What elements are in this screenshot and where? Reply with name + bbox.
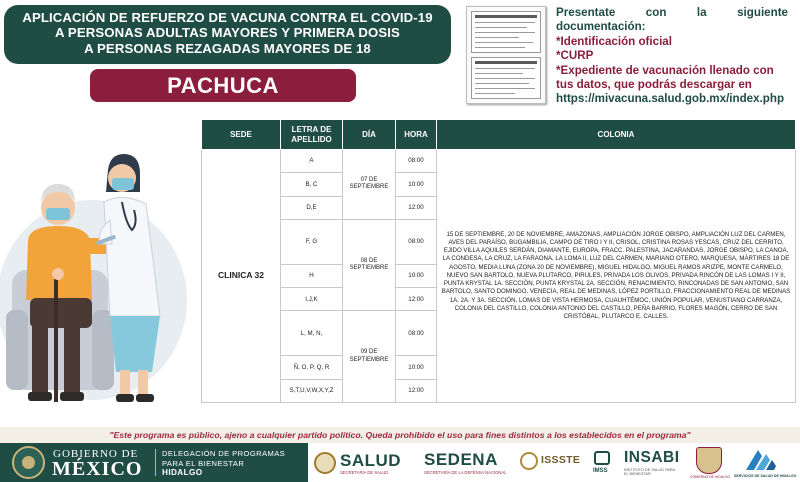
imss-name: IMSS bbox=[593, 468, 608, 474]
issste-logo bbox=[520, 443, 590, 482]
hidalgo-government-logo bbox=[690, 443, 730, 482]
dia-line1: 08 DE bbox=[360, 257, 378, 264]
req-id: *Identificación oficial bbox=[556, 34, 672, 48]
header-letra bbox=[281, 120, 343, 150]
footer-logos bbox=[0, 443, 800, 482]
imss-emblem-icon bbox=[594, 451, 610, 465]
program-disclaimer: "Este programa es público, ajeno a cualquier partido político. Queda prohibido el uso para fines distintos a los establecidos en el programa" bbox=[0, 427, 800, 443]
letra-cell: F, G bbox=[281, 219, 343, 264]
patient-hand bbox=[52, 268, 64, 280]
letra-cell: A bbox=[281, 150, 343, 173]
letra-cell: B, C bbox=[281, 173, 343, 196]
issste-emblem-icon bbox=[520, 452, 538, 470]
schedule-table bbox=[201, 119, 796, 403]
vaccination-illustration bbox=[0, 140, 200, 415]
patient-lap bbox=[30, 298, 92, 328]
requirements-heading: Presentate con la siguiente documentación: bbox=[556, 6, 788, 34]
letra-cell: Ñ, O, P, Q, R bbox=[281, 356, 343, 379]
header-colonia: COLONIA bbox=[437, 120, 796, 150]
hora-cell: 10:00 bbox=[396, 264, 437, 287]
patient-shoe-right bbox=[60, 392, 84, 401]
title-line-1: APLICACIÓN DE REFUERZO DE VACUNA CONTRA EL COVID-19 bbox=[22, 10, 433, 25]
req-expediente: *Expediente de vacunación llenado con tus datos, que podrás descargar en bbox=[556, 63, 774, 92]
hora-cell: 12:00 bbox=[396, 379, 437, 402]
header-sede: SEDE bbox=[202, 120, 281, 150]
dep-line3: HIDALGO bbox=[162, 468, 203, 477]
salud-logo bbox=[314, 443, 414, 482]
ssh-emblem-icon bbox=[744, 446, 778, 473]
header-letra-line2: APELLIDO bbox=[291, 134, 332, 144]
letra-cell: I,J,K bbox=[281, 288, 343, 311]
letra-cell: S,T,U,V,W,X,Y,Z bbox=[281, 379, 343, 402]
imss-logo bbox=[592, 443, 616, 482]
national-seal-icon bbox=[12, 446, 45, 479]
salud-emblem-icon bbox=[314, 452, 336, 474]
salud-name: SALUD bbox=[340, 451, 402, 470]
sedena-logo bbox=[420, 443, 512, 482]
header-dia: DÍA bbox=[343, 120, 396, 150]
sedena-subtitle: SECRETARÍA DE LA DEFENSA NACIONAL bbox=[424, 470, 507, 475]
dia-cell bbox=[343, 150, 396, 220]
insabi-name: INSABI bbox=[624, 449, 680, 466]
gob-main-text: MÉXICO bbox=[52, 458, 143, 480]
salud-subtitle: SECRETARÍA DE SALUD bbox=[340, 470, 389, 475]
gob-divider bbox=[155, 449, 156, 476]
nurse-leg-right bbox=[138, 370, 148, 396]
sede-cell: CLINICA 32 bbox=[202, 150, 281, 403]
insabi-sub-line2: EL BIENESTAR bbox=[624, 472, 651, 477]
title-line-3: A PERSONAS REZAGADAS MAYORES DE 18 bbox=[84, 40, 371, 56]
header-hora: HORA bbox=[396, 120, 437, 150]
hora-cell: 12:00 bbox=[396, 288, 437, 311]
hidalgo-shield-icon bbox=[696, 447, 722, 474]
hora-cell: 08:00 bbox=[396, 150, 437, 173]
requirements bbox=[556, 6, 788, 107]
nurse-mask bbox=[112, 178, 134, 190]
nurse-coat bbox=[104, 197, 160, 316]
patient-leg-left bbox=[32, 326, 48, 394]
gobierno-mexico-logo bbox=[0, 443, 308, 482]
title-line-2: A PERSONAS ADULTAS MAYORES Y PRIMERA DOSIS bbox=[55, 25, 400, 41]
nurse-leg-left bbox=[120, 370, 130, 396]
req-curp: *CURP bbox=[556, 49, 594, 63]
patient-leg-right bbox=[64, 326, 80, 394]
nurse-shoe-right bbox=[136, 394, 154, 402]
insabi-sub-line1: INSTITUTO DE SALUD PARA bbox=[624, 468, 676, 472]
letra-cell: D,E bbox=[281, 196, 343, 219]
dia-line2: SEPTIEMBRE bbox=[349, 265, 389, 272]
table-header-row bbox=[202, 120, 796, 150]
gob-top-text: GOBIERNO DE bbox=[53, 448, 139, 460]
hora-cell: 08:00 bbox=[396, 219, 437, 264]
form-sheet-top bbox=[471, 11, 541, 53]
dia-line2: SEPTIEMBRE bbox=[349, 184, 389, 191]
nurse-skirt bbox=[110, 316, 160, 372]
insabi-subtitle bbox=[624, 468, 675, 476]
armchair-arm-left bbox=[6, 310, 28, 390]
hora-cell: 12:00 bbox=[396, 196, 437, 219]
dia-line1: 07 DE bbox=[360, 177, 378, 184]
issste-name: ISSSTE bbox=[541, 454, 581, 466]
letra-cell: H bbox=[281, 264, 343, 287]
letra-cell: L, M, N, bbox=[281, 311, 343, 356]
colonia-cell: 15 DE SEPTIEMBRE, 20 DE NOVIEMBRE, AMAZONAS, AMPLIACIÓN JORGE OBISPO, AMPLIACIÓN LUZ DEL CARMEN, AVES DEL PARAÍSO, BUGAMBILIA, CAMPO DE TIRO I Y II, CRISOL, CRISTINA ROSAS YESCAS, CRUZ DEL CERRITO, EJIDO VILLA AQUILES SERDÁN, DIAMANTE, EUROPA, FRACC. PALESTINA, JACARANDAS, JORGE OBISPO, LA CANOA, LA CONDESA, LA CRUZ, LA FARAONA, LA LOMA II, LUZ DEL CARMEN, MARIANO OTERO, MARQUESA, MÁRTIRES 18 DE AGOSTO, MEDIA LUNA (ZONA 20 DE NOVIEMBRE), MIGUEL HIDALGO, MIGUEL RAMOS ARIZPE, MONTE CARMELO, NUEVO SAN BARTOLO, NUEVA PLUTARCO, PIRULES, PRIVADA LOS OLIVOS, PRIVADA RINCÓN DE LAS LOMAS I Y II, PUNTA KRYSTAL 1A. SECCIÓN, PUNTA KRYSTAL 2A. SECCIÓN, RENACIMIENTO, RINCONADAS DE SAN ANTONIO, SAN BARTOLO, SANTO DOMINGO, VENECIA, REAL DE MEDINAS, LÓPEZ PORTILLO, FRACCIONAMIENTO REAL DE MEDINAS 1A. 2A. Y 3A. SECCIÓN, LOMAS DE VISTA HERMOSA, CUAUHTÉMOC, UNIÓN POPULAR, VENUSTIANO CARRANZA, COLONIA DEL CASTILLO, COLONIA ANTONIO DEL CASTILLO, PEÑA BARRIO, FLORES MAGÓN, CERRO DE SAN CRISTÓBAL, PLUTARCO E. CALLES. bbox=[437, 150, 796, 403]
table-row bbox=[202, 150, 796, 173]
insabi-logo bbox=[624, 443, 684, 482]
dia-cell bbox=[343, 311, 396, 403]
patient-mask bbox=[46, 208, 70, 220]
hidalgo-subtitle: GOBIERNO DE HIDALGO bbox=[690, 475, 731, 479]
patient-shoe-left bbox=[28, 392, 52, 401]
title-banner bbox=[4, 5, 451, 64]
download-link[interactable]: https://mivacuna.salud.gob.mx/index.php bbox=[556, 92, 785, 106]
nurse-shoe-left bbox=[116, 394, 134, 402]
header-letra-line1: LETRA DE bbox=[291, 124, 332, 134]
hora-cell: 08:00 bbox=[396, 311, 437, 356]
hora-cell: 10:00 bbox=[396, 356, 437, 379]
vaccination-form-thumbnail bbox=[466, 6, 546, 104]
sedena-name: SEDENA bbox=[424, 450, 498, 469]
hora-cell: 10:00 bbox=[396, 173, 437, 196]
dep-line2: PARA EL BIENESTAR bbox=[162, 458, 245, 468]
dia-cell bbox=[343, 219, 396, 310]
dep-line1: DELEGACIÓN DE PROGRAMAS bbox=[162, 449, 286, 458]
servicios-salud-hidalgo-logo bbox=[734, 443, 798, 482]
dia-line2: SEPTIEMBRE bbox=[349, 356, 389, 363]
dia-line1: 09 DE bbox=[360, 349, 378, 356]
ssh-subtitle: SERVICIOS DE SALUD DE HIDALGO bbox=[734, 474, 797, 478]
delegacion-text bbox=[162, 449, 285, 478]
city-label: PACHUCA bbox=[90, 69, 356, 102]
form-sheet-bottom bbox=[471, 57, 541, 99]
patient-shirt bbox=[26, 226, 92, 300]
